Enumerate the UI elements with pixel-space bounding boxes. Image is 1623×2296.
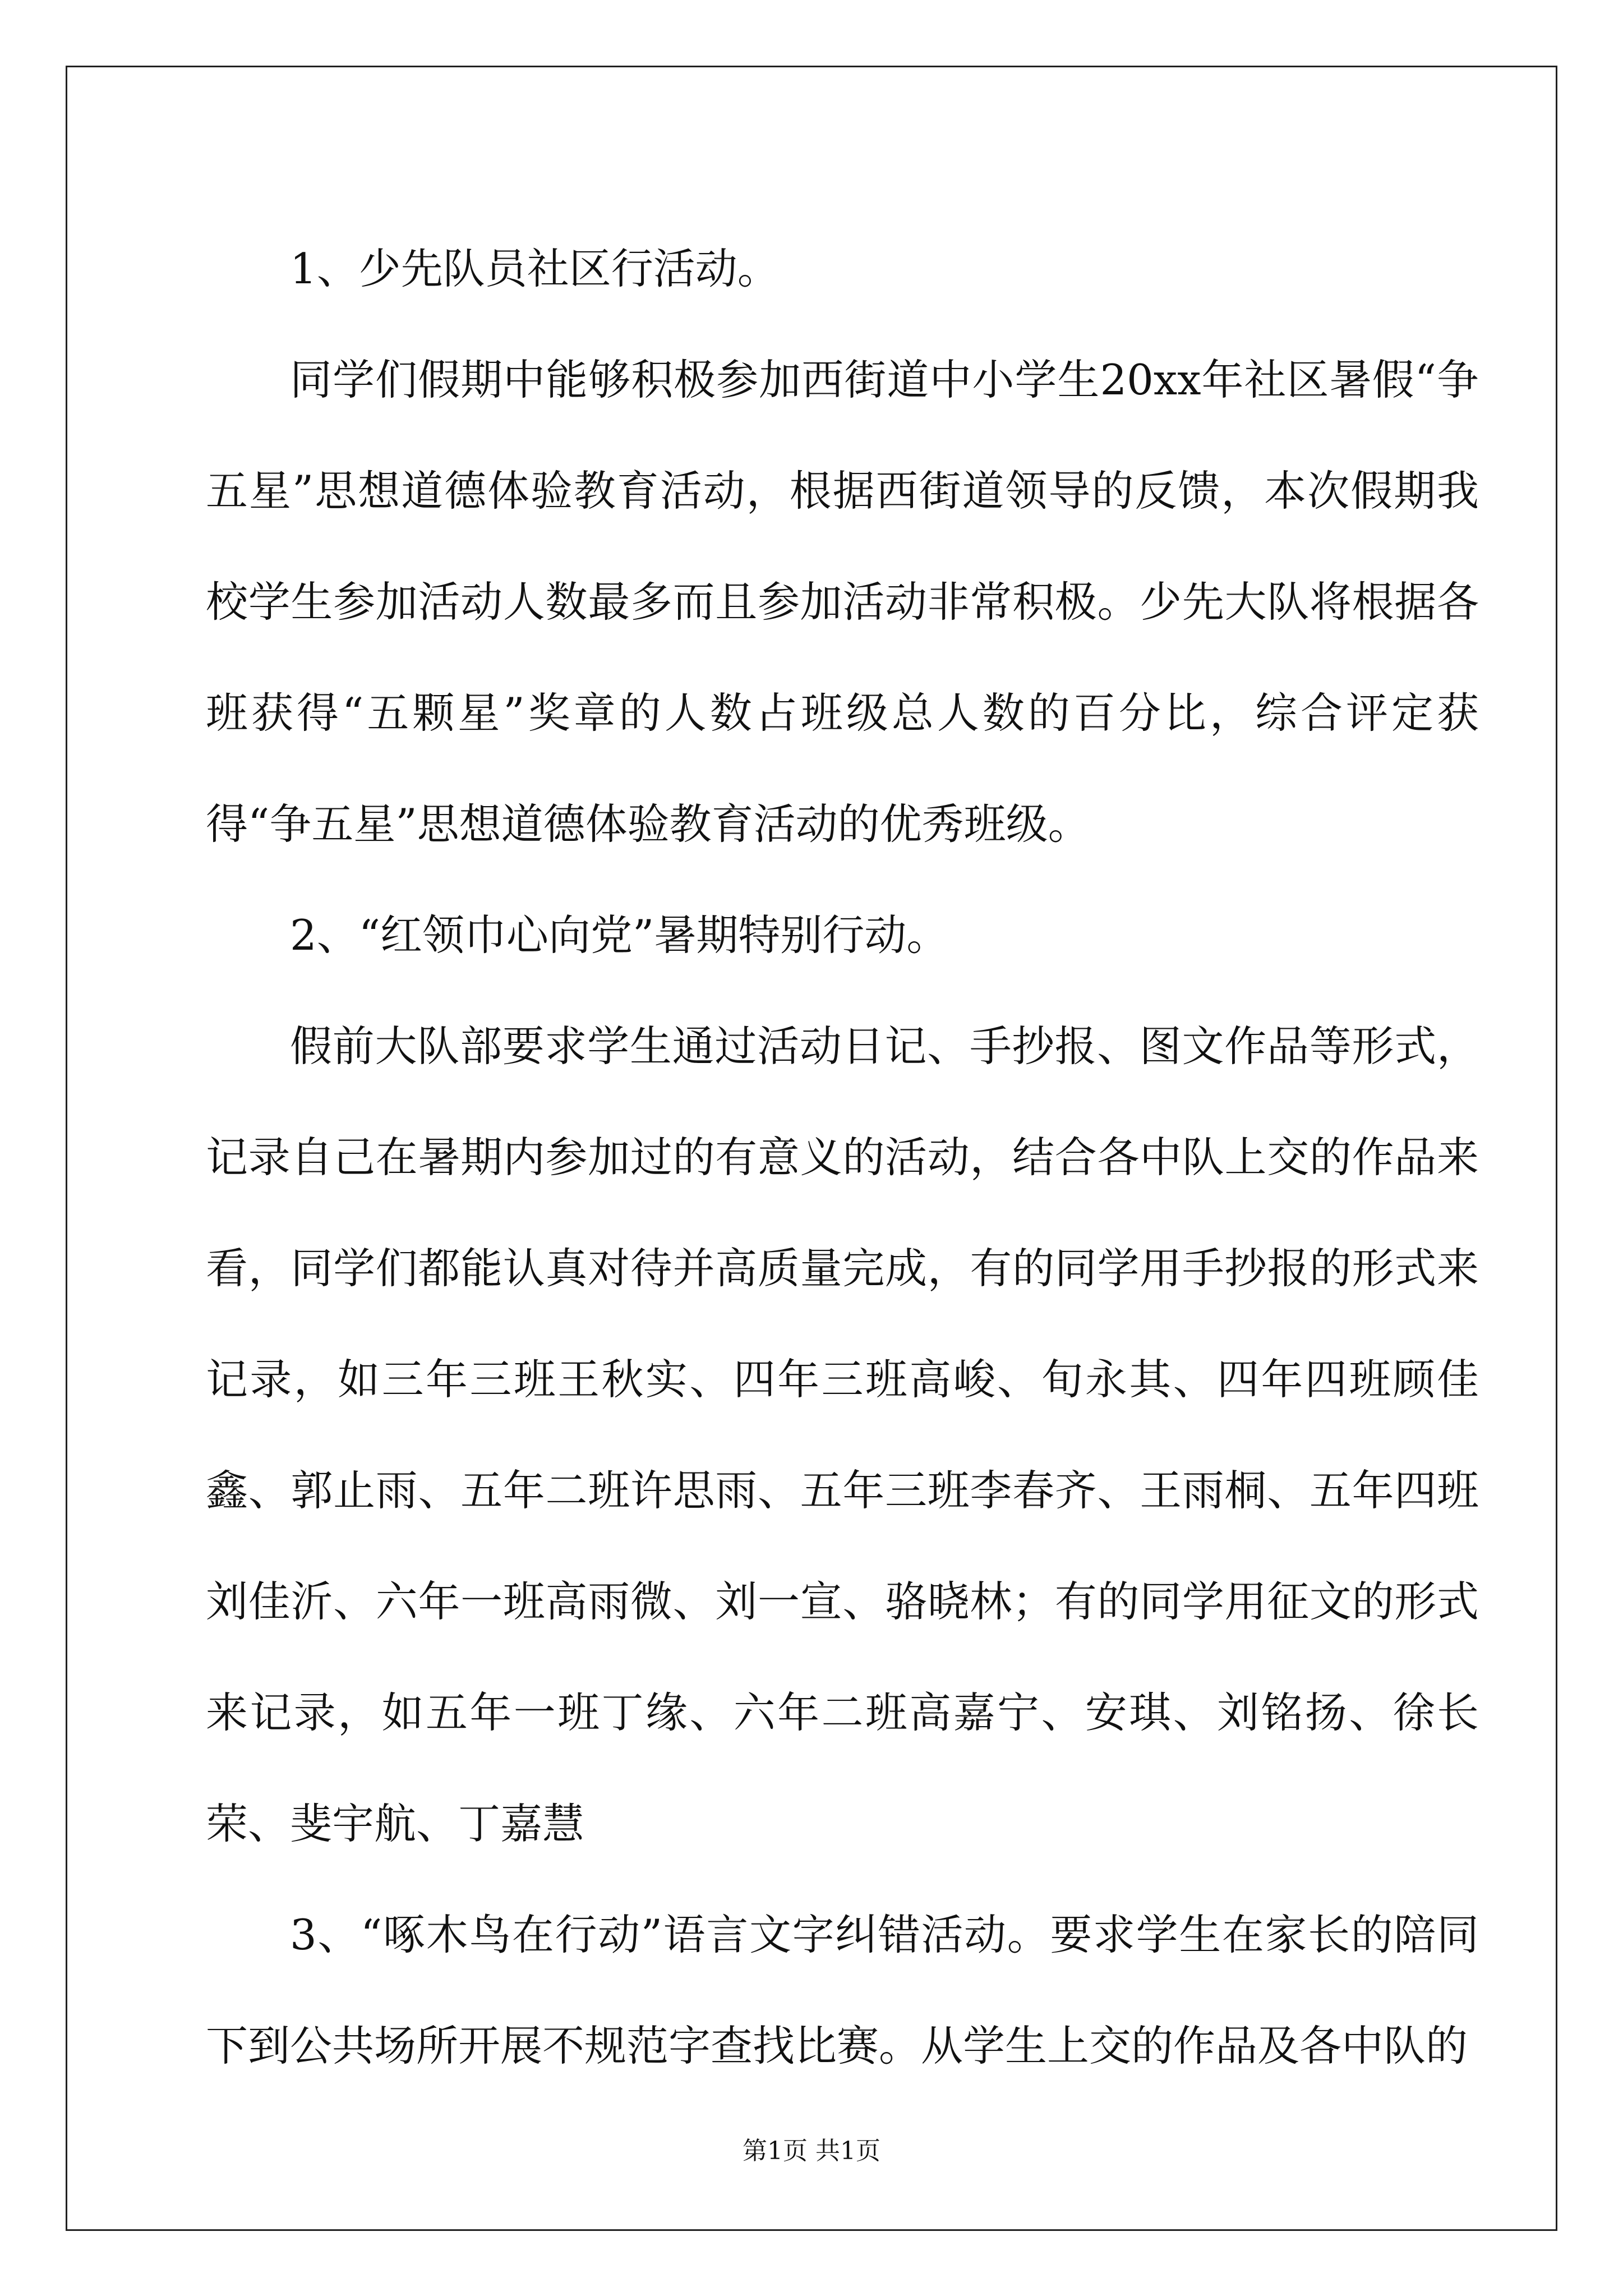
paragraph-heading-2: 2、“红领巾心向党”暑期特别行动。 xyxy=(290,910,949,960)
paragraph-1: 同学们假期中能够积极参加西街道中小学生20xx年社区暑假“争五星”思想道德体验教育活动，根据西街道领导的反馈，本次假期我校学生参加活动人数最多而且参加活动非常积极。少先大队将根据各班获得“五颗星”奖章的人数占班级总人数的百分比，综合评定获得“争五星”思想道德体验教育活动的优秀班级。 xyxy=(206,355,1479,849)
paragraph-heading-1: 1、少先队员社区行活动。 xyxy=(290,244,780,293)
paragraph-2: 假前大队部要求学生通过活动日记、手抄报、图文作品等形式，记录自己在暑期内参加过的有意义的活动，结合各中队上交的作品来看，同学们都能认真对待并高质量完成，有的同学用手抄报的形式来记录，如三年三班王秋实、四年三班高峻、旬永其、四年四班顾佳鑫、郭止雨、五年二班许思雨、五年三班李春齐、王雨桐、五年四班刘佳沂、六年一班高雨微、刘一宣、骆晓林；有的同学用征文的形式来记录，如五年一班丁缘、六年二班高嘉宁、安琪、刘铭扬、徐长荣、斐宇航、丁嘉慧 xyxy=(206,1022,1479,1848)
paragraph-3: 3、“啄木鸟在行动”语言文字纠错活动。要求学生在家长的陪同下到公共场所开展不规范字查找比赛。从学生上交的作品及各中队的 xyxy=(206,1910,1479,2070)
document-body xyxy=(206,213,1479,2101)
page-footer: 第1页 共1页 xyxy=(743,2137,880,2165)
